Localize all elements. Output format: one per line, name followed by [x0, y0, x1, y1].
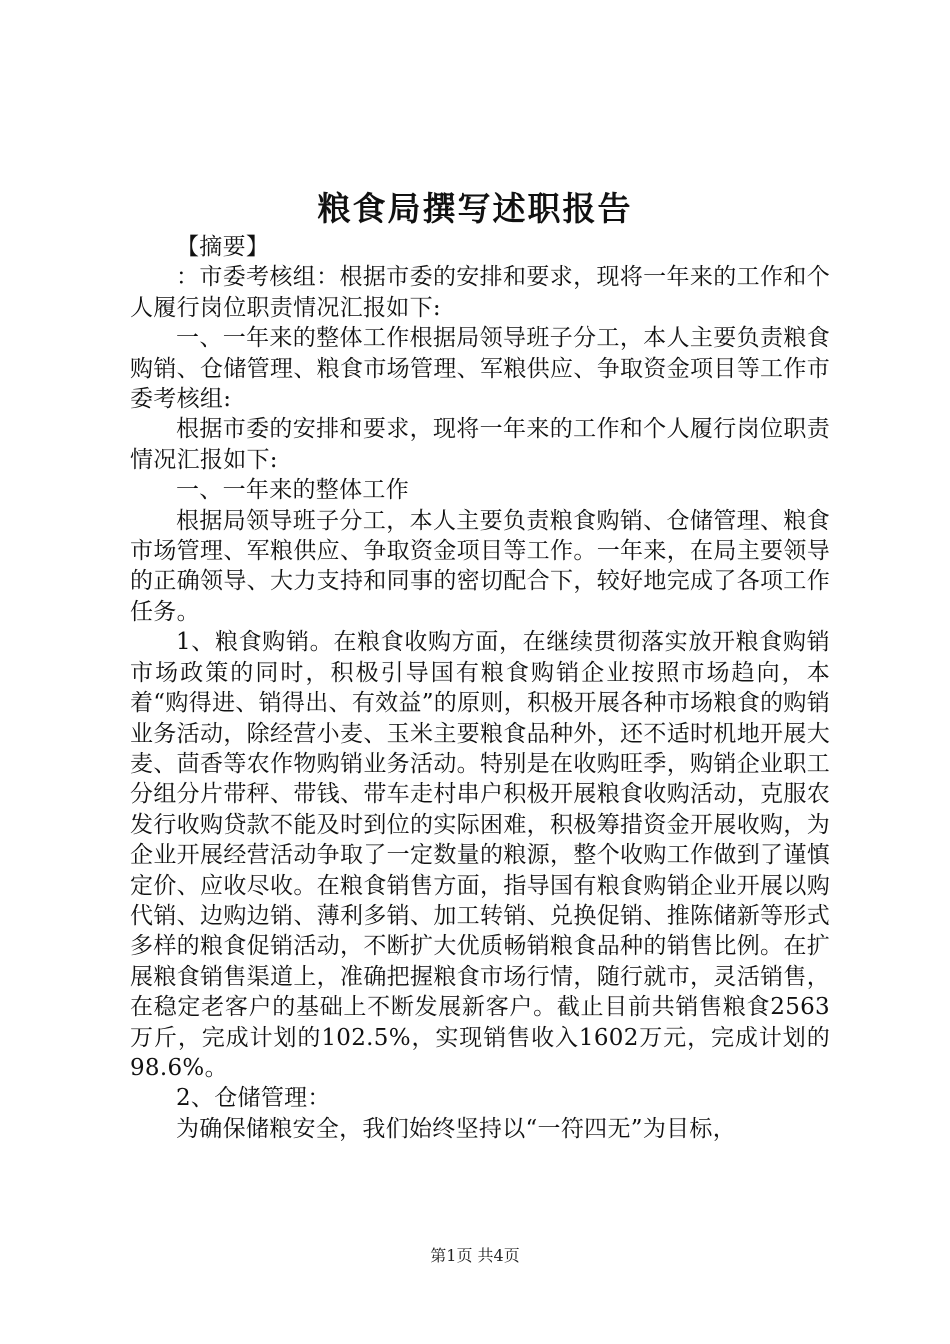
- paragraph: 一、一年来的整体工作根据局领导班子分工，本人主要负责粮食购销、仓储管理、粮食市场管理、军粮供应、争取资金项目等工作市委考核组:: [130, 325, 830, 413]
- section-heading: 2、仓储管理：: [176, 1085, 331, 1112]
- paragraph: ：市委考核组：根据市委的安排和要求，现将一年来的工作和个人履行岗位职责情况汇报如下:: [130, 264, 830, 321]
- page-footer: 第1页 共4页: [430, 1246, 520, 1265]
- paragraph: 为确保储粮安全，我们始终坚持以“一符四无”为目标，: [176, 1115, 737, 1142]
- document-title: 粮食局撰写述职报告: [317, 189, 633, 228]
- paragraph: 根据局领导班子分工，本人主要负责粮食购销、仓储管理、粮食市场管理、军粮供应、争取资金项目等工作。一年来，在局主要领导的正确领导、大力支持和同事的密切配合下，较好地完成了各项工作任务。: [130, 507, 830, 625]
- paragraph-abstract-heading: 【摘要】: [176, 234, 270, 260]
- paragraph: 1、粮食购销。在粮食收购方面，在继续贯彻落实放开粮食购销市场政策的同时，积极引导国有粮食购销企业按照市场趋向，本着“购得进、销得出、有效益”的原则，积极开展各种市场粮食的购销业务活动，除经营小麦、玉米主要粮食品种外，还不适时机地开展大麦、茴香等农作物购销业务活动。特别是在收购旺季，购销企业职工分组分片带秤、带钱、带车走村串户积极开展粮食收购活动，克服农发行收购贷款不能及时到位的实际困难，积极筹措资金开展收购，为企业开展经营活动争取了一定数量的粮源，整个收购工作做到了谨慎定价、应收尽收。在粮食销售方面，指导国有粮食购销企业开展以购代销、边购边销、薄利多销、加工转销、兑换促销、推陈储新等形式多样的粮食促销活动，不断扩大优质畅销粮食品种的销售比例。在扩展粮食销售渠道上，准确把握粮食市场行情，随行就市，灵活销售，在稳定老客户的基础上不断发展新客户。截止目前共销售粮食2563万斤，完成计划的102.5%，实现销售收入1602万元，完成计划的98.6%。: [130, 629, 830, 1081]
- document-body: [130, 232, 830, 1144]
- section-heading: 一、一年来的整体工作: [176, 477, 409, 504]
- paragraph: 根据市委的安排和要求，现将一年来的工作和个人履行岗位职责情况汇报如下:: [130, 416, 830, 473]
